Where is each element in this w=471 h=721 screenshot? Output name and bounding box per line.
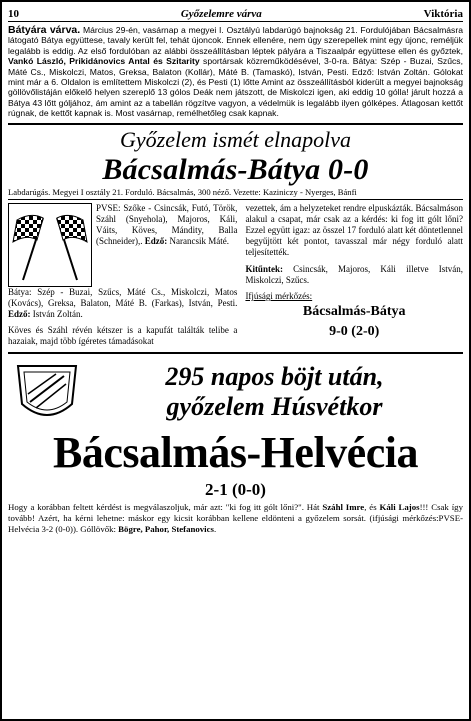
page-section: Viktória bbox=[423, 8, 463, 20]
youth-label: Ifjúsági mérkőzés: bbox=[245, 291, 313, 302]
lineup-pvse: PVSE: Szőke - Csincsák, Futó, Török, Száhl (Snyehola), Majoros, Káli, Váits, Köves, Mándity, Balla (Schneider),. Edző: Narancsik Máté. bbox=[96, 202, 238, 247]
page-header bbox=[8, 6, 463, 22]
page-number: 10 bbox=[8, 8, 19, 20]
article2-left-column bbox=[8, 203, 237, 348]
lineup-block bbox=[8, 203, 237, 287]
coach-label: Edző: bbox=[144, 236, 168, 247]
youth-score: 9-0 (2-0) bbox=[329, 324, 380, 340]
article3-title: Bácsalmás-Helvécia bbox=[53, 427, 418, 477]
kitunt-label: Kitűntek: bbox=[245, 263, 283, 274]
coach-label-batya: Edző: bbox=[8, 309, 31, 320]
article2-kitunt bbox=[245, 264, 463, 286]
article2-headline: Győzelem ismét elnapolva bbox=[120, 126, 351, 152]
coach-pvse: Narancsik Máté. bbox=[169, 236, 229, 247]
article1-text-2: sportársak közreműködésével, 3-0-ra. Bátya: Szép - Buzai, Szűcs, Máté Cs., Miskolczi, Matos, Greksa, Balaton (Kollár), Máté B. (Tamaskó), István, Pesti. Edző: István Zoltán. Gólokat mint már a 6. Oldalon is említettem Miskolczi (2), és Pesti (1) lőtte Amint az összeállításból kiderült a megyei bajnokság göllövőlistáján előkelő helyen szereplő 13 gólos Deák nem játszott, de Miskolczi igen, aki eddig 10 gólla! járult hozzá a Bátya 43 lőtt góljához, ám amint az a tabellán rögzítve vagyon, a védelmük is legalább ilyen gólképes. Átlagosan kettőt rúgnak, de kettőt kapnak is. Most vasárnap, remélhetőleg csak kapnak. bbox=[8, 56, 463, 119]
article2-right-column bbox=[245, 203, 463, 348]
kitunt-names: Csincsák, Majoros, Káli illetve István, Miskolczi, Szűcs. bbox=[245, 263, 463, 285]
club-logo-icon bbox=[8, 356, 86, 428]
article-batyara-varva bbox=[8, 22, 463, 121]
youth-title: Bácsalmás-Bátya bbox=[302, 304, 406, 320]
article3-text: Hogy a korábban feltett kérdést is megválaszoljuk, már azt: "ki fog itt gólt lőni?". Hát Száhl Imre, és Káli Lajos!!! Csak így tovább! Azért, ha kérni lehetne: máskor egy kicsit korábban kellene eldönteni a győzelem sorsát. (ifjúsági mérkőzés:PVSE-Helvécia 3-2 (0-0)). Góllövők: Bögre, Pahor, Stefanovics. bbox=[8, 501, 463, 534]
coach-batya: István Zoltán. bbox=[32, 309, 83, 320]
article3-headline-row bbox=[8, 352, 463, 428]
lineup-batya: Bátya: Szép - Buzai, Szűcs, Máté Cs., Miskolczi, Matos (Kovács), Greksa, Balaton, Máté B. (Farkas), István, Pesti. Edző: István Zoltán. bbox=[8, 286, 238, 320]
article3-headline: 295 napos böjt után, győzelem Húsvétkor bbox=[165, 361, 384, 421]
article2-title: Bácsalmás-Bátya 0-0 bbox=[102, 152, 369, 186]
article1-bold-names: Vankó László, Prikidánovics Antal és Szitarity bbox=[8, 56, 200, 67]
article1-lead: Bátyára várva. bbox=[8, 24, 81, 36]
article1-text-1: Március 29-én, vasárnap a megyei I. Osztályú labdarúgó bajnokság 21. Fordulójában Bácsalmásra látogató Bátya együttese, tavaly került fel, tehát újoncok. Ennek ellenére, nem úgy szerepellek mint egy újonc, reméljük legalább is eddig. Az első fordulóban az alábbi összeállításban léptek pályára a Tiszaalpár együttese ellen és győztek, bbox=[8, 25, 463, 56]
article2-left-text: Köves és Száhl révén kétszer is a kapufát találták telibe a hazaiak, majd több ígéretes támadásokat bbox=[8, 325, 238, 347]
article2-columns bbox=[8, 200, 463, 348]
article3-score: 2-1 (0-0) bbox=[205, 479, 266, 499]
page-header-title: Győzelemre várva bbox=[180, 8, 262, 20]
section-divider bbox=[8, 123, 463, 125]
article2-right-text: vezettek, ám a helyzeteket rendre elpuskázták. Bácsalmáson alakul a csapat, már csak az a kérdés: ki fog itt gólt lőni? Ezzel együtt igaz: az összel 17 forduló alatt két döntetlennel begyűjtött két pontot, tavasszal már négy forduló alatt teljesítették. bbox=[245, 202, 463, 258]
checkered-flags-icon bbox=[8, 203, 92, 287]
article2-meta: Labdarúgás. Megyei I osztály 21. Forduló. Bácsalmás, 300 néző. Vezette: Kaziniczy - Nyerges, Bánfi bbox=[8, 187, 463, 200]
